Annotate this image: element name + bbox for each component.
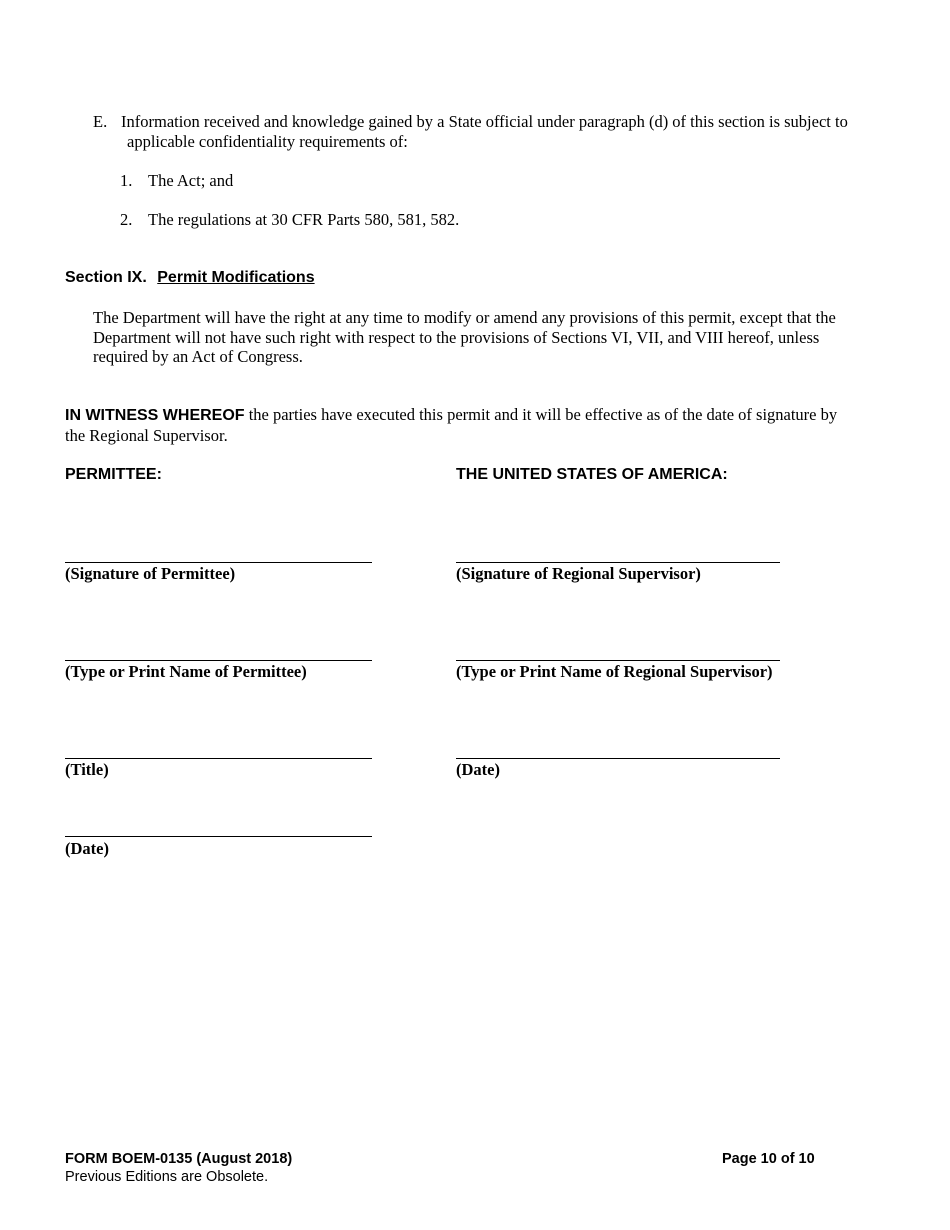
permittee-signature-line[interactable] xyxy=(65,562,372,563)
list-marker: E. xyxy=(93,112,108,131)
permittee-name-line[interactable] xyxy=(65,660,372,661)
supervisor-date-line[interactable] xyxy=(456,758,780,759)
list-marker: 1. xyxy=(120,171,133,190)
permittee-name-label: (Type or Print Name of Permittee) xyxy=(65,662,307,681)
section-body-line: Department will not have such right with respect to the provisions of Sections VI, VII, and VIII hereof, unless xyxy=(93,327,820,347)
supervisor-signature-label: (Signature of Regional Supervisor) xyxy=(456,564,701,583)
section-number: Section IX. xyxy=(65,269,147,286)
supervisor-name-line[interactable] xyxy=(456,660,780,661)
witness-text-line2: the Regional Supervisor. xyxy=(65,425,228,445)
witness-lead: IN WITNESS WHEREOF xyxy=(65,407,245,424)
section-title: Permit Modifications xyxy=(157,269,315,286)
supervisor-name-label: (Type or Print Name of Regional Supervisor) xyxy=(456,662,773,681)
permittee-heading: PERMITTEE: xyxy=(65,466,162,483)
section-body-line: The Department will have the right at any time to modify or amend any provisions of this permit, except that the xyxy=(93,308,836,327)
supervisor-signature-line[interactable] xyxy=(456,562,780,563)
permittee-date-line[interactable] xyxy=(65,836,372,837)
item-e-line1: Information received and knowledge gained by a State official under paragraph (d) of this section is subject to xyxy=(121,112,848,131)
list-item xyxy=(120,210,820,230)
item-e-line2: applicable confidentiality requirements of: xyxy=(127,131,408,151)
permittee-signature-label: (Signature of Permittee) xyxy=(65,564,236,583)
list-item xyxy=(120,171,820,191)
witness-paragraph xyxy=(65,405,885,445)
list-marker: 2. xyxy=(120,210,133,229)
witness-text: the parties have executed this permit and it will be effective as of the date of signature by xyxy=(244,405,838,424)
section-body-line: required by an Act of Congress. xyxy=(93,347,303,366)
list-item-text: The Act; and xyxy=(148,171,234,190)
page-number: Page 10 of 10 xyxy=(722,1151,815,1167)
form-id: FORM BOEM-0135 (August 2018) xyxy=(65,1151,293,1167)
permittee-date-label: (Date) xyxy=(65,839,109,858)
section-heading xyxy=(65,268,315,288)
list-item-text: The regulations at 30 CFR Parts 580, 581, 582. xyxy=(148,210,460,229)
supervisor-date-label: (Date) xyxy=(456,760,500,779)
usa-heading: THE UNITED STATES OF AMERICA: xyxy=(456,466,728,483)
form-note: Previous Editions are Obsolete. xyxy=(65,1169,269,1185)
section-body xyxy=(93,308,883,367)
permittee-title-label: (Title) xyxy=(65,760,109,779)
permittee-title-line[interactable] xyxy=(65,758,372,759)
list-item-text xyxy=(93,112,893,151)
list-item-e xyxy=(93,112,893,151)
footer-form-info xyxy=(65,1150,292,1186)
